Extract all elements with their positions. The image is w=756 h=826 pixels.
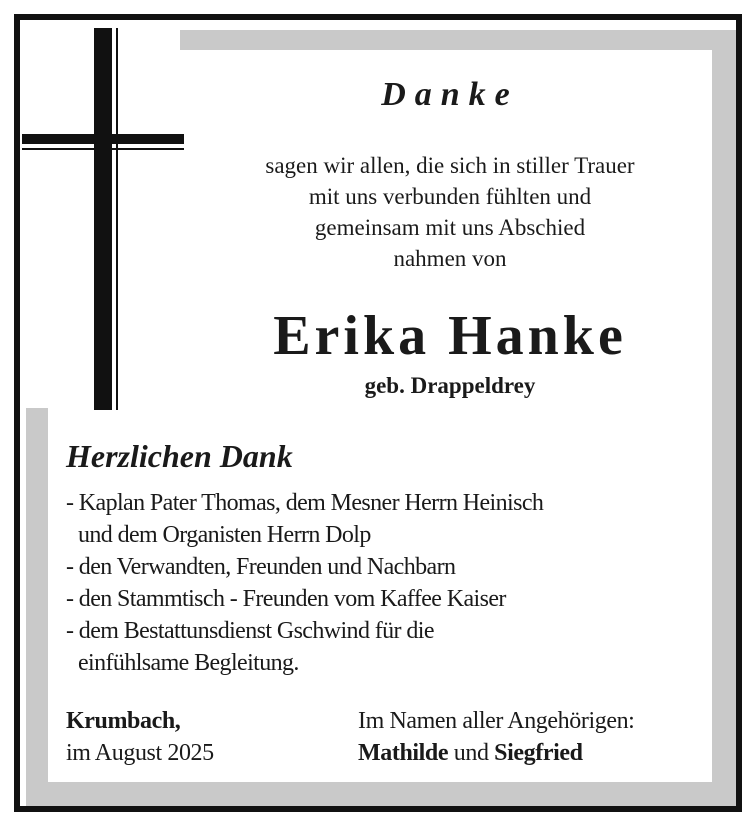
list-item-continuation: einfühlsame Begleitung. (78, 650, 299, 676)
list-item (66, 583, 543, 615)
intro-line: sagen wir allen, die sich in stiller Trauer (265, 153, 635, 178)
signer-name: Mathilde (358, 740, 449, 766)
list-item-text: - Kaplan Pater Thomas, dem Mesner Herrn Heinisch (66, 490, 544, 516)
place: Krumbach, (66, 708, 181, 734)
intro-line: nahmen von (393, 246, 507, 271)
thanks-heading: Herzlichen Dank (66, 438, 293, 474)
list-item (66, 615, 543, 679)
place-date (66, 705, 214, 769)
page-title: Danke (381, 76, 519, 113)
signer-name: Siegfried (494, 740, 583, 766)
maiden-name: geb. Drappeldrey (364, 373, 536, 398)
signer-names (358, 737, 634, 769)
thanks-list (66, 487, 543, 679)
gray-band-bottom (26, 782, 736, 806)
conjunction: und (453, 740, 489, 766)
deceased-name: Erika Hanke (273, 305, 627, 367)
intro-text (190, 150, 710, 274)
intro-line: mit uns verbunden fühlten und (308, 184, 592, 209)
gray-band-right (712, 30, 736, 806)
list-item (66, 487, 543, 551)
cross-icon (22, 28, 184, 410)
list-item (66, 551, 543, 583)
gray-band-left (26, 408, 48, 806)
list-item-text: - den Verwandten, Freunden und Nachbarn (66, 554, 456, 580)
list-item-text: - den Stammtisch - Freunden vom Kaffee Kaiser (66, 586, 506, 612)
gray-band-top (180, 30, 736, 50)
list-item-text: - dem Bestattunsdienst Gschwind für die (66, 618, 434, 644)
signoff: Im Namen aller Angehörigen: (358, 708, 635, 734)
date: im August 2025 (66, 740, 214, 766)
intro-line: gemeinsam mit uns Abschied (314, 215, 586, 240)
list-item-continuation: und dem Organisten Herrn Dolp (78, 522, 371, 548)
signature-block (358, 705, 634, 769)
